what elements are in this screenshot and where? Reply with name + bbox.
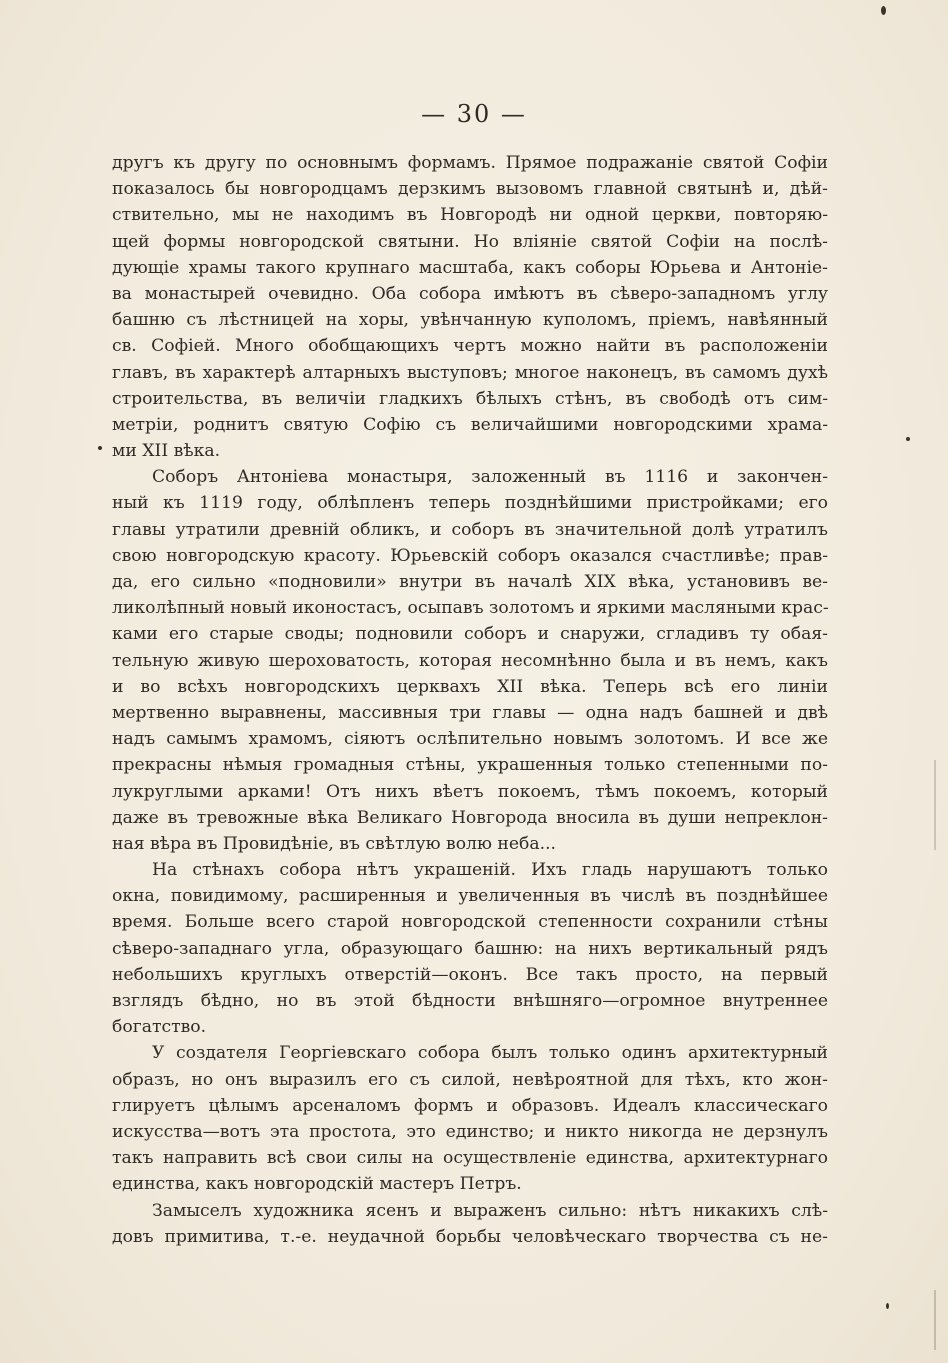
text-line: глируетъ цѣлымъ арсеналомъ формъ и образовъ. Идеалъ классическаго	[112, 1095, 828, 1116]
page-number: — 30 —	[421, 100, 527, 128]
text-line: такъ направить всѣ свои силы на осуществленіе единства, архитектурнаго	[112, 1148, 828, 1169]
text-line: строительства, въ величіи гладкихъ бѣлыхъ стѣнъ, въ свободѣ отъ сим-	[112, 388, 828, 409]
text-line: Замыселъ художника ясенъ и выраженъ сильно: нѣтъ никакихъ слѣ-	[152, 1200, 828, 1221]
text-line: ками его старые своды; подновили соборъ и снаружи, сгладивъ ту обая-	[112, 624, 828, 645]
page-edge-mark	[934, 1290, 936, 1350]
text-line: даже въ тревожные вѣка Великаго Новгорода вносила въ души непреклон-	[112, 807, 828, 828]
text-line: образъ, но онъ выразилъ его съ силой, невѣроятной для тѣхъ, кто жон-	[112, 1069, 828, 1090]
text-line: небольшихъ круглыхъ отверстій—оконъ. Все такъ просто, на первый	[112, 964, 828, 985]
text-line: время. Больше всего старой новгородской степенности сохранили стѣны	[112, 912, 828, 933]
text-line: да, его сильно «подновили» внутри въ началѣ XIX вѣка, установивъ ве-	[112, 572, 828, 592]
text-line: надъ самымъ храмомъ, сіяютъ ослѣпительно новымъ золотомъ. И все же	[112, 729, 828, 750]
text-line: св. Софіей. Много обобщающихъ чертъ можно найти въ расположеніи	[112, 336, 828, 357]
text-line: главы утратили древній обликъ, и соборъ въ значительной долѣ утратилъ	[112, 519, 828, 540]
text-line: показалось бы новгородцамъ дерзкимъ вызовомъ главной святынѣ и, дѣй-	[112, 179, 828, 200]
text-line: ный къ 1119 году, облѣпленъ теперь позднѣйшими пристройками; его	[112, 493, 828, 514]
text-line: свою новгородскую красоту. Юрьевскій соборъ оказался счастливѣе; прав-	[112, 545, 828, 566]
text-line: ствительно, мы не находимъ въ Новгородѣ ни одной церкви, повторяю-	[112, 205, 828, 226]
text-line: взглядъ бѣдно, но въ этой бѣдности внѣшняго—огромное внутреннее	[112, 991, 828, 1011]
paper-speck	[881, 6, 886, 15]
text-line: щей формы новгородской святыни. Но вліяніе святой Софіи на послѣ-	[112, 231, 828, 252]
text-line: ва монастырей очевидно. Оба собора имѣютъ въ сѣверо-западномъ углу	[112, 283, 828, 304]
paper-speck	[906, 437, 910, 441]
body-text	[112, 150, 828, 1250]
text-line: сѣверо-западнаго угла, образующаго башню: на нихъ вертикальный рядъ	[112, 938, 828, 959]
text-line: На стѣнахъ собора нѣтъ украшеній. Ихъ гладь нарушаютъ только	[152, 860, 828, 881]
text-line: и во всѣхъ новгородскихъ церквахъ XII вѣка. Теперь всѣ его линіи	[112, 676, 828, 697]
text-line: Соборъ Антоніева монастыря, заложенный въ 1116 и закончен-	[152, 467, 828, 488]
paper-speck	[886, 1303, 889, 1309]
text-line: башню съ лѣстницей на хоры, увѣнчанную куполомъ, пріемъ, навѣянный	[112, 310, 828, 331]
paper-speck	[98, 446, 102, 450]
text-line: окна, повидимому, расширенныя и увеличенныя въ числѣ въ позднѣйшее	[112, 886, 828, 907]
page-edge-mark	[934, 760, 936, 850]
text-line: ликолѣпный новый иконостасъ, осыпавъ золотомъ и яркими масляными крас-	[112, 598, 829, 619]
text-line: ная вѣра въ Провидѣніе, въ свѣтлую волю неба...	[112, 833, 556, 854]
text-line: дующіе храмы такого крупнаго масштаба, какъ соборы Юрьева и Антоніе-	[112, 257, 828, 278]
text-line: главъ, въ характерѣ алтарныхъ выступовъ; многое наконецъ, въ самомъ духѣ	[112, 362, 828, 383]
text-line: богатство.	[112, 1017, 207, 1038]
text-line: довъ примитива, т.-е. неудачной борьбы человѣческаго творчества съ не-	[112, 1226, 828, 1247]
text-line: искусства—вотъ эта простота, это единство; и никто никогда не дерзнулъ	[112, 1121, 828, 1142]
text-line: тельную живую шероховатость, которая несомнѣнно была и въ немъ, какъ	[112, 650, 828, 671]
text-line: метріи, роднитъ святую Софію съ величайшими новгородскими храма-	[112, 414, 828, 435]
text-line: единства, какъ новгородскій мастеръ Петръ.	[112, 1174, 522, 1195]
text-line: другъ къ другу по основнымъ формамъ. Прямое подражаніе святой Софіи	[112, 153, 828, 173]
text-line: мертвенно выравнены, массивныя три главы — одна надъ башней и двѣ	[112, 702, 828, 723]
text-line: ми XII вѣка.	[112, 441, 221, 462]
text-line: У создателя Георгіевскаго собора былъ только одинъ архитектурный	[152, 1043, 828, 1064]
text-line: лукруглыми арками! Отъ нихъ вѣетъ покоемъ, тѣмъ покоемъ, который	[112, 781, 828, 802]
text-line: прекрасны нѣмыя громадныя стѣны, украшенныя только степенными по-	[112, 755, 828, 776]
